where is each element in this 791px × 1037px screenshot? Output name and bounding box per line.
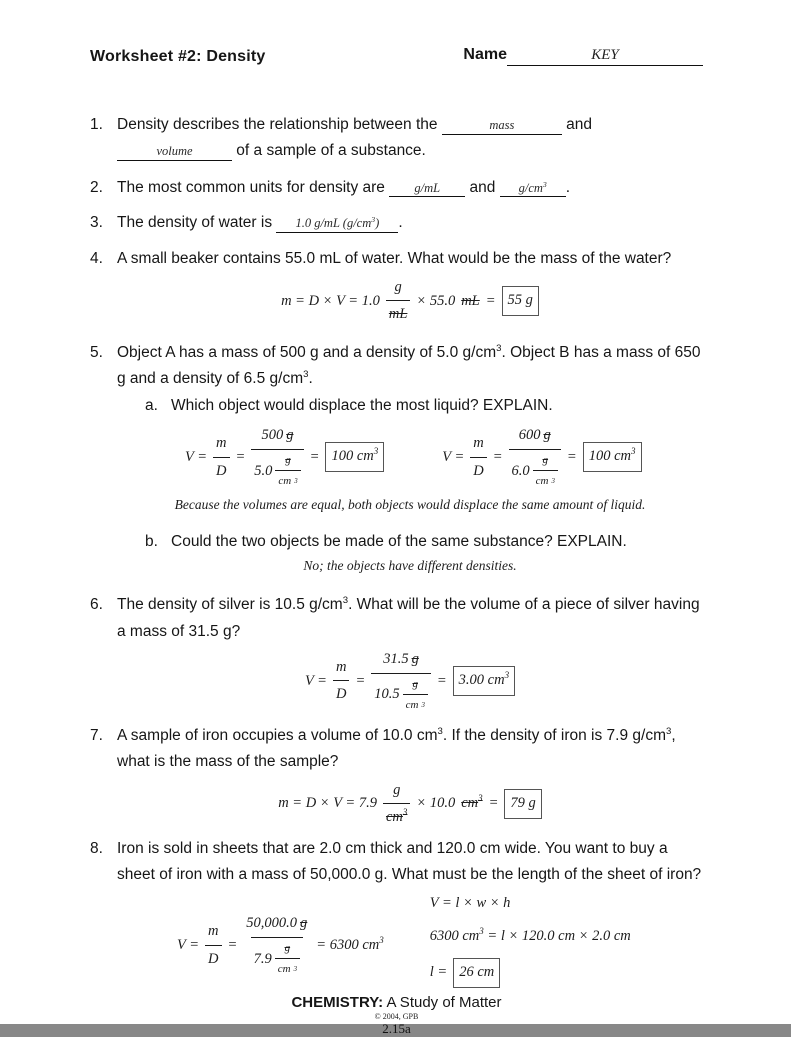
q5a-formula-b-d-text: D: [473, 462, 484, 479]
question-3: [90, 210, 703, 236]
question-2: [90, 175, 703, 201]
q7-boxed-answer: 79 g: [504, 789, 541, 819]
question-8-number: 8.: [90, 839, 103, 857]
q5a-formula-object-b: [442, 423, 641, 491]
q5a-explanation: Because the volumes are equal, both objects would displace the same amount of liquid.: [174, 497, 646, 513]
q8-work-area: [177, 891, 703, 988]
q7-fraction-numerator: g: [393, 781, 401, 798]
q8-d: [205, 945, 221, 972]
q6-formula-lead: V =: [304, 672, 327, 689]
q8-boxed-answer: 26 cm: [453, 958, 500, 988]
q4-formula: [281, 275, 539, 327]
q8-equals-1: =: [227, 936, 238, 953]
q5a-formula-a-answer-exp: 3: [373, 446, 379, 457]
q7-denominator-cancelled: [386, 805, 407, 830]
q6-answer: 3.00 cm: [458, 672, 505, 689]
q5a-formula-a-equals-1: =: [235, 448, 246, 465]
q4-boxed-answer: 55 g: [502, 286, 539, 316]
q1-text-2: and: [561, 116, 592, 133]
q8-md-fraction: [205, 919, 221, 971]
q7-formula-lead: m = D × V = 7.9: [278, 795, 377, 812]
q6-density-g-cancelled: g: [412, 677, 418, 690]
q5a-formula-b-density-cm: cm: [535, 475, 549, 488]
q5a-formula-b-md-fraction: [470, 431, 486, 483]
q1-answer-volume: volume: [156, 144, 193, 159]
question-3-body: [117, 210, 703, 236]
q5a-formula-b-mass-unit-cancelled: g: [543, 427, 551, 444]
q5a-formula-b-density-unit-num: [540, 451, 552, 471]
q8-length-eq-exp: 3: [479, 926, 484, 937]
q5-text-1: Object A has a mass of 500 g and a density of 5.0 g/cm: [117, 344, 497, 361]
q5a-formula-b-lead: V =: [442, 448, 465, 465]
q8-mass-value: 50,000.0: [246, 915, 298, 932]
question-2-body: [117, 175, 703, 201]
q4-formula-mid: × 55.0: [416, 292, 456, 309]
q4-formula-row: [117, 275, 703, 327]
name-blank-line: [507, 47, 703, 66]
question-1: [90, 112, 703, 165]
name-field: [463, 46, 703, 66]
question-5: [90, 340, 703, 578]
footer-series-title: [90, 994, 703, 1011]
q5a-formula-b-equals-2: =: [566, 448, 577, 465]
q8-density: [251, 937, 303, 979]
q8-mass: [243, 911, 310, 937]
question-7-number: 7.: [90, 726, 103, 744]
q6-density-unit-den: [403, 694, 428, 715]
q2-answer-blank-1: [389, 182, 465, 198]
q5a-formula-b-density-unit-den: [533, 470, 558, 491]
q5a-formula-b-d: [470, 457, 486, 484]
q8-length-eq-rhs: = l × 120.0 cm × 2.0 cm: [483, 928, 631, 945]
q7-text-2: . If the density of iron is 7.9 g/cm: [442, 726, 666, 744]
q5a-formula-b-equals-1: =: [492, 448, 503, 465]
q4-text: A small beaker contains 55.0 mL of water. What would be the mass of the water?: [117, 250, 672, 268]
footer-series-bold: CHEMISTRY:: [291, 993, 384, 1011]
q5b-text: Could the two objects be made of the same substance? EXPLAIN.: [171, 532, 627, 550]
header: [90, 46, 703, 66]
q7-text-1: A sample of iron occupies a volume of 10.0 cm: [117, 726, 438, 744]
q6-mass-value: 31.5: [383, 650, 409, 667]
question-7: [90, 723, 703, 830]
q8-result: [316, 933, 383, 958]
footer-page-code: 2.15a: [382, 1020, 411, 1036]
question-4: [90, 246, 703, 327]
q3-answer-close-paren: ): [375, 216, 380, 231]
question-3-number: 3.: [90, 214, 103, 232]
q2-answer-2: g/cm: [518, 180, 543, 195]
worksheet-title: Worksheet #2: Density: [90, 48, 266, 65]
q5a-text: Which object would displace the most liquid? EXPLAIN.: [171, 396, 553, 414]
q5a-formula-a-mass: [258, 423, 296, 449]
q5a-formula-b-m: m: [473, 434, 484, 451]
q6-boxed-answer: [453, 666, 515, 696]
question-5a: [145, 393, 703, 419]
q3-answer-blank: [276, 216, 398, 233]
q5b-answer: No; the objects have different densities.: [303, 558, 517, 574]
q5a-formula-a-density-value: 5.0: [254, 462, 273, 479]
q8-right-column: [430, 891, 631, 988]
footer-copyright: © 2004, GPB: [374, 1011, 419, 1021]
q3-answer: 1.0 g/mL (g/cm: [295, 216, 372, 231]
q8-length-equation: [430, 924, 631, 949]
q7-exponent-1: 3: [437, 725, 443, 737]
question-5b: [145, 529, 703, 555]
name-label: Name: [463, 46, 507, 63]
q6-mass-unit-cancelled: g: [411, 650, 419, 667]
q7-cancelled-exp: 3: [478, 793, 483, 804]
q5a-formula-b-answer: 100 cm: [588, 448, 631, 465]
q5a-label: a.: [145, 396, 158, 414]
q5a-formula-a-equals-2: =: [309, 448, 320, 465]
q8-vlwh-formula: V = l × w × h: [429, 894, 511, 911]
q3-text-2: .: [398, 214, 403, 232]
q7-denominator-cm: cm: [385, 809, 403, 826]
question-7-body: [117, 723, 703, 830]
footer-series-rest: A Study of Matter: [383, 993, 502, 1011]
q4-density-fraction: [386, 275, 411, 327]
q2-answer-blank-2: [500, 181, 566, 198]
q8-d-text: D: [208, 950, 219, 967]
q5a-formula-b-boxed-answer: [583, 442, 642, 472]
question-1-number: 1.: [90, 116, 103, 133]
q7-cancelled-cm: cm: [461, 795, 479, 812]
q6-d-text: D: [335, 686, 347, 703]
q5a-formula-a-density-cm: cm: [278, 475, 292, 488]
q8-density-unit-fraction: [275, 939, 300, 979]
q6-value-fraction: [371, 647, 431, 715]
q6-text-2: . What will be the volume of a piece of silver having a mass of 31.5 g?: [117, 596, 700, 640]
q8-mass-unit-cancelled: g: [300, 915, 308, 932]
q6-d: [333, 680, 349, 707]
q5-exponent-1: 3: [496, 342, 502, 354]
q1-answer-blank-mass: [442, 119, 562, 135]
q8-density-cm: cm: [277, 963, 291, 976]
q3-text-1: The density of water is: [117, 214, 277, 232]
q7-denominator-exp: 3: [402, 807, 408, 818]
q6-answer-exp: 3: [504, 670, 510, 681]
q8-density-exp: 3: [293, 965, 297, 973]
q8-density-value: 7.9: [253, 950, 272, 967]
q2-answer-2-exponent: 3: [542, 179, 547, 189]
q5a-formula-b-density-unit-fraction: [533, 451, 558, 491]
q5a-formula-a-boxed-answer: [325, 442, 384, 472]
q5a-formula-a-d-text: D: [216, 462, 227, 479]
q7-density-fraction: [383, 778, 410, 830]
q7-formula-row: [117, 778, 703, 830]
question-2-number: 2.: [90, 178, 103, 196]
footer: [90, 994, 703, 1037]
q1-text-1: Density describes the relationship between the: [117, 116, 442, 133]
q6-m: m: [335, 658, 347, 675]
q4-fraction-denominator: [386, 300, 411, 327]
q6-equals-2: =: [436, 672, 447, 689]
q1-answer-mass: mass: [489, 118, 515, 132]
q8-final-answer-row: [430, 958, 501, 988]
q4-formula-lead: m = D × V = 1.0: [281, 292, 380, 309]
q5a-formula-b-density-exp: 3: [551, 477, 555, 485]
q8-result-text: = 6300 cm: [316, 936, 380, 953]
q5a-formula-b-value-fraction: [509, 423, 561, 491]
question-6-number: 6.: [90, 596, 103, 614]
name-value: KEY: [591, 47, 619, 63]
q5a-formula-a-density-unit-den: [275, 470, 300, 491]
q5a-formula-a-lead: V =: [185, 448, 208, 465]
question-5-body: [117, 340, 703, 578]
q5a-formula-a-d: [213, 457, 229, 484]
q6-formula-row: [117, 647, 703, 715]
q5a-formula-a-density: [251, 449, 303, 491]
question-4-body: [117, 246, 703, 327]
q7-formula-mid: × 10.0: [416, 795, 456, 812]
question-6: [90, 592, 703, 715]
q5a-formula-a-density-exp: 3: [294, 477, 298, 485]
q1-answer-blank-volume: [117, 145, 232, 161]
q4-fraction-numerator: g: [394, 278, 402, 295]
q6-text-1: The density of silver is 10.5 g/cm: [117, 596, 343, 614]
q5a-formula-a-density-unit-num: [282, 451, 294, 471]
q4-cancelled-unit: mL: [461, 292, 480, 309]
q3-answer-exponent: 3: [371, 214, 376, 224]
q6-density-value: 10.5: [374, 686, 400, 703]
q5-text-2: . Object B has a mass of 650 g and a density of 6.5 g/cm: [117, 344, 701, 388]
q5a-formula-object-a: [185, 423, 384, 491]
question-8-body: [117, 836, 703, 988]
q5a-formula-a-value-fraction: [251, 423, 303, 491]
q5a-formula-b-answer-exp: 3: [631, 446, 636, 457]
q5a-formula-b-density: [509, 449, 561, 491]
q8-volume-formula: [177, 903, 384, 988]
q7-exponent-2: 3: [665, 725, 672, 737]
q5-exponent-2: 3: [303, 369, 309, 381]
q7-text-3: , what is the mass of the sample?: [117, 726, 676, 771]
q7-equals: =: [488, 795, 499, 812]
q6-density-unit-num: [409, 675, 421, 695]
q6-density-unit-fraction: [403, 675, 428, 715]
q8-text: Iron is sold in sheets that are 2.0 cm thick and 120.0 cm wide. You want to buy a sheet of iron with a mass of 50,000.0 g. What must be the length of the sheet of iron?: [117, 839, 702, 884]
q7-cancelled-unit: [461, 791, 482, 816]
q8-value-fraction: [243, 911, 310, 979]
q2-text-1: The most common units for density are: [117, 178, 390, 196]
q5a-formula-a-mass-value: 500: [261, 427, 284, 444]
question-1-body: [117, 112, 703, 165]
q5b-label: b.: [145, 532, 158, 550]
q2-answer-1: g/mL: [414, 180, 441, 195]
q6-formula: [305, 647, 515, 715]
q4-denominator-unit-cancelled: mL: [388, 306, 408, 323]
q8-length-eq-lhs: 6300 cm: [429, 928, 480, 945]
q2-text-2: and: [465, 178, 500, 196]
q5a-formula-b-mass-value: 600: [518, 427, 541, 444]
q2-text-3: .: [565, 178, 571, 196]
q5a-formula-b-density-value: 6.0: [511, 462, 530, 479]
q6-md-fraction: [333, 655, 349, 707]
q8-density-unit-num: [282, 939, 294, 959]
q5a-formula-a-density-g-cancelled: g: [285, 453, 291, 466]
q5-text-3: .: [308, 370, 313, 388]
question-4-number: 4.: [90, 250, 103, 268]
q8-density-g-cancelled: g: [284, 941, 291, 954]
q7-formula: [278, 778, 542, 830]
q6-equals-1: =: [355, 672, 366, 689]
q6-exponent-1: 3: [342, 595, 349, 607]
q5a-formula-a-m: m: [216, 434, 227, 451]
question-5-number: 5.: [90, 344, 103, 361]
q8-l-equals: l =: [429, 964, 448, 981]
q6-density: [371, 673, 431, 715]
q1-text-3: of a sample of a substance.: [232, 142, 426, 160]
q8-m: m: [208, 922, 219, 939]
q8-left-lead: V =: [177, 936, 200, 953]
q5a-formula-a-density-unit-fraction: [275, 451, 300, 491]
q8-result-exp: 3: [379, 934, 384, 945]
q5a-formula-b-mass: [516, 423, 554, 449]
question-8: [90, 836, 703, 988]
q5a-formula-a-mass-unit-cancelled: g: [286, 427, 294, 444]
q6-density-cm: cm: [405, 699, 419, 712]
q8-density-unit-den: [275, 958, 300, 979]
q6-mass: [380, 647, 422, 673]
q7-fraction-denominator: [383, 803, 410, 830]
question-6-body: [117, 592, 703, 715]
q5a-formula-a-md-fraction: [213, 431, 229, 483]
q4-equals: =: [485, 292, 496, 309]
q5a-formulas: [185, 423, 703, 491]
q5a-formula-a-answer: 100 cm: [331, 448, 374, 465]
q6-density-exp: 3: [421, 701, 425, 709]
q5a-formula-b-density-g-cancelled: g: [542, 453, 549, 466]
